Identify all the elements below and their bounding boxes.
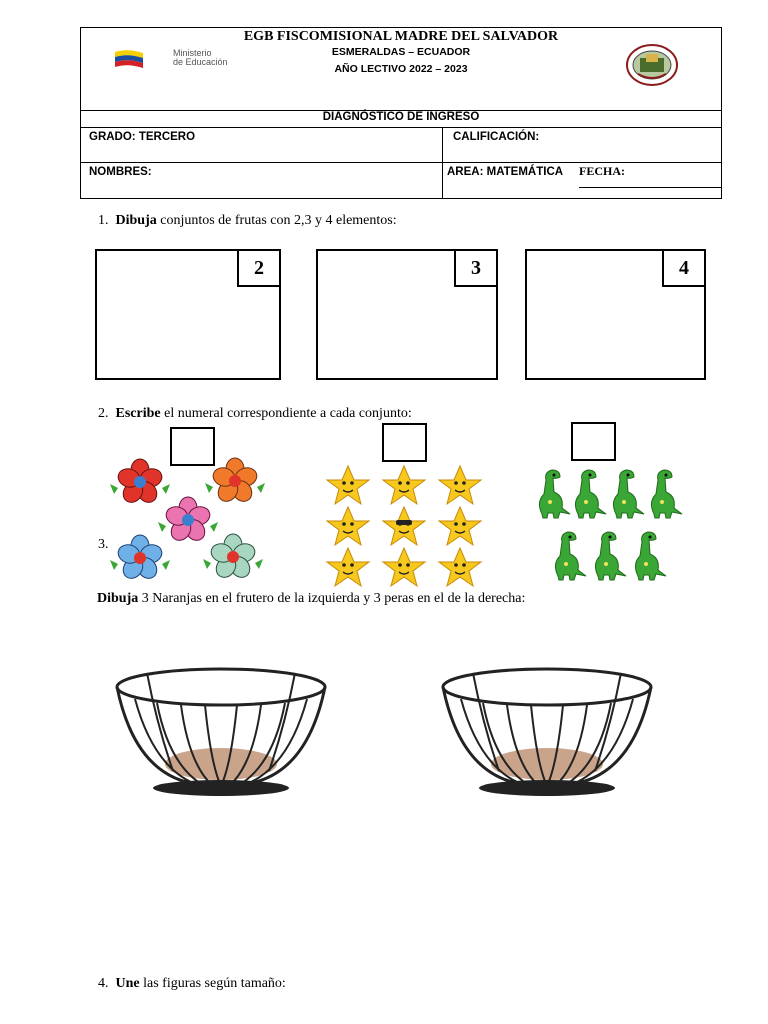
drawing-box-2[interactable] bbox=[95, 249, 281, 380]
star-face-icon bbox=[383, 466, 425, 504]
star-face-icon bbox=[327, 507, 369, 545]
answer-box-dinosaurs[interactable] bbox=[571, 422, 616, 461]
question-1-verb: Dibuja bbox=[115, 213, 157, 228]
question-2 bbox=[98, 406, 412, 422]
question-3-verb: Dibuja bbox=[97, 591, 139, 606]
question-1-number: 1. bbox=[98, 213, 109, 228]
star-face-icon bbox=[327, 466, 369, 504]
box-number-2: 2 bbox=[237, 249, 281, 287]
dinosaur-icon bbox=[613, 470, 644, 518]
question-2-text: el numeral correspondiente a cada conjunto: bbox=[160, 406, 412, 421]
fruit-bowl-right[interactable] bbox=[439, 665, 655, 803]
flowers-set bbox=[108, 455, 268, 587]
question-1 bbox=[98, 213, 397, 229]
question-3-text: 3 Naranjas en el frutero de la izquierda y 3 peras en el de la derecha: bbox=[138, 591, 526, 606]
school-location: ESMERALDAS – ECUADOR bbox=[331, 46, 471, 58]
star-face-icon bbox=[439, 466, 481, 504]
school-year: AÑO LECTIVO 2022 – 2023 bbox=[334, 63, 468, 75]
dinosaur-icon bbox=[555, 532, 586, 580]
flag-ribbon-icon bbox=[113, 48, 173, 72]
question-4 bbox=[98, 976, 286, 992]
dinosaur-icon bbox=[575, 470, 606, 518]
answer-box-stars[interactable] bbox=[382, 423, 427, 462]
dinosaur-icon bbox=[635, 532, 666, 580]
dinosaur-icon bbox=[651, 470, 682, 518]
calificacion-label: CALIFICACIÓN: bbox=[453, 131, 540, 143]
flower-icon bbox=[110, 459, 170, 506]
question-4-verb: Une bbox=[115, 976, 140, 991]
star-face-icon bbox=[327, 548, 369, 586]
star-face-icon bbox=[383, 548, 425, 586]
ministry-text-1: Ministerio bbox=[173, 48, 212, 58]
question-1-text: conjuntos de frutas con 2,3 y 4 elementos: bbox=[156, 213, 397, 228]
exam-title: DIAGNÓSTICO DE INGRESO bbox=[322, 111, 480, 123]
flower-icon bbox=[203, 534, 263, 581]
star-face-icon bbox=[383, 507, 425, 545]
ministry-logo bbox=[113, 48, 243, 74]
flower-icon bbox=[205, 458, 265, 505]
question-2-number: 2. bbox=[98, 406, 109, 421]
drawing-box-3[interactable] bbox=[316, 249, 498, 380]
question-3 bbox=[97, 591, 525, 607]
dinosaurs-set bbox=[528, 466, 690, 588]
question-4-text: las figuras según tamaño: bbox=[139, 976, 286, 991]
nombres-label: NOMBRES: bbox=[89, 166, 152, 178]
question-3-number: 3. bbox=[98, 537, 109, 552]
flower-icon bbox=[110, 535, 170, 582]
question-4-number: 4. bbox=[98, 976, 109, 991]
fruit-bowl-left[interactable] bbox=[113, 665, 329, 803]
grado-label: GRADO: TERCERO bbox=[89, 131, 196, 143]
question-2-verb: Escribe bbox=[115, 406, 161, 421]
box-number-3: 3 bbox=[454, 249, 498, 287]
school-name: EGB FISCOMISIONAL MADRE DEL SALVADOR bbox=[243, 29, 559, 44]
fecha-label: FECHA: bbox=[579, 164, 625, 178]
dinosaur-icon bbox=[595, 532, 626, 580]
drawing-box-4[interactable] bbox=[525, 249, 706, 380]
ministry-text-2: de Educación bbox=[173, 57, 228, 67]
star-face-icon bbox=[439, 548, 481, 586]
dinosaur-icon bbox=[539, 470, 570, 518]
star-face-icon bbox=[439, 507, 481, 545]
flower-icon bbox=[158, 497, 218, 544]
school-seal bbox=[626, 44, 678, 86]
header-table bbox=[80, 27, 722, 199]
box-number-4: 4 bbox=[662, 249, 706, 287]
area-label: AREA: MATEMÁTICA bbox=[447, 166, 564, 178]
stars-set bbox=[320, 462, 490, 588]
